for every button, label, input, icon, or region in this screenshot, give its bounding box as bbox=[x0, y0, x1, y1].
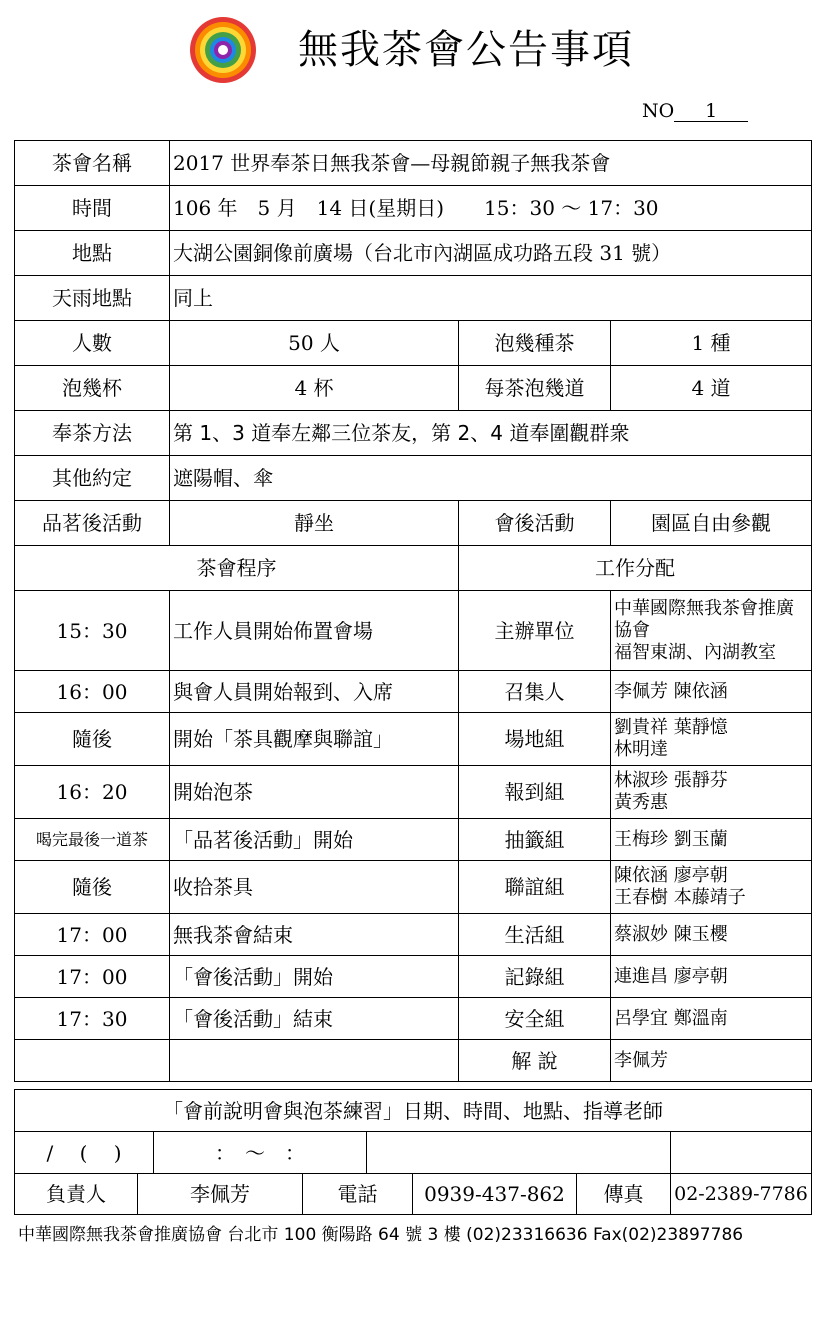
serve-value: 第 1、3 道奉左鄰三位茶友，第 2、4 道奉圍觀群衆 bbox=[170, 411, 812, 456]
pre-meeting-teacher[interactable] bbox=[671, 1132, 812, 1174]
pre-meeting-place[interactable] bbox=[367, 1132, 671, 1174]
row-cups bbox=[15, 366, 812, 411]
assignment-people bbox=[611, 1040, 812, 1082]
assignment-header: 工作分配 bbox=[459, 546, 812, 591]
program-activity: 收拾茶具 bbox=[170, 861, 459, 914]
assignment-role: 報到組 bbox=[459, 766, 611, 819]
assignment-person-line: 王春樹 本藤靖子 bbox=[614, 887, 746, 908]
cups-label: 泡幾杯 bbox=[15, 366, 170, 411]
program-time: 隨後 bbox=[15, 713, 170, 766]
assignment-people bbox=[611, 766, 812, 819]
assignment-people bbox=[611, 956, 812, 998]
program-row bbox=[15, 914, 812, 956]
rain-value: 同上 bbox=[170, 276, 812, 321]
row-people bbox=[15, 321, 812, 366]
place-label: 地點 bbox=[15, 231, 170, 276]
document-number bbox=[642, 100, 748, 122]
row-meeting-name bbox=[15, 141, 812, 186]
row-activities bbox=[15, 501, 812, 546]
program-time: 16：00 bbox=[15, 671, 170, 713]
assignment-person-line: 呂學宜 鄭溫南 bbox=[614, 1007, 728, 1029]
assignment-role: 場地組 bbox=[459, 713, 611, 766]
name-value: 2017 世界奉茶日無我茶會—母親節親子無我茶會 bbox=[170, 141, 812, 186]
row-pre-meeting-heading bbox=[15, 1090, 812, 1132]
program-activity: 「會後活動」結束 bbox=[170, 998, 459, 1040]
assignment-person-line: 連進昌 廖亭朝 bbox=[614, 965, 728, 987]
program-time: 17：00 bbox=[15, 914, 170, 956]
tea-kinds-label: 泡幾種茶 bbox=[459, 321, 611, 366]
program-time: 隨後 bbox=[15, 861, 170, 914]
program-activity bbox=[170, 1040, 459, 1082]
page-title: 無我茶會公告事項 bbox=[298, 27, 634, 73]
assignment-person-line: 林明達 bbox=[614, 739, 668, 760]
row-rain-place bbox=[15, 276, 812, 321]
row-pre-meeting-fields bbox=[15, 1132, 812, 1174]
assignment-role: 聯誼組 bbox=[459, 861, 611, 914]
tea-meeting-table bbox=[14, 140, 812, 1082]
program-row bbox=[15, 591, 812, 671]
footer-address: 中華國際無我茶會推廣協會 台北市 100 衡陽路 64 號 3 樓 (02)23316636 Fax(02)23897786 bbox=[18, 1225, 744, 1245]
person-value: 李佩芳 bbox=[138, 1174, 303, 1215]
assignment-role: 抽籤組 bbox=[459, 819, 611, 861]
phone-label: 電話 bbox=[303, 1174, 413, 1215]
time-value: 106 年 5 月 14 日(星期日) 15：30 ～ 17：30 bbox=[170, 186, 812, 231]
program-activity: 與會人員開始報到、入席 bbox=[170, 671, 459, 713]
name-label: 茶會名稱 bbox=[15, 141, 170, 186]
assignment-role: 生活組 bbox=[459, 914, 611, 956]
rainbow-ring-logo bbox=[187, 14, 259, 86]
fax-label: 傳真 bbox=[577, 1174, 671, 1215]
assignment-people bbox=[611, 671, 812, 713]
document-header bbox=[0, 0, 828, 95]
document-number-value: 1 bbox=[674, 101, 748, 122]
assignment-person-line: 林淑珍 張靜芬 bbox=[614, 770, 728, 791]
after-meeting-value: 園區自由參觀 bbox=[611, 501, 812, 546]
assignment-role: 主辦單位 bbox=[459, 591, 611, 671]
person-label: 負責人 bbox=[15, 1174, 138, 1215]
row-place bbox=[15, 231, 812, 276]
assignment-person-line: 李佩芳 bbox=[614, 1049, 668, 1071]
program-time: 16：20 bbox=[15, 766, 170, 819]
assignment-person-line: 陳依涵 廖亭朝 bbox=[614, 865, 728, 886]
program-row bbox=[15, 1040, 812, 1082]
brews-label: 每茶泡幾道 bbox=[459, 366, 611, 411]
assignment-people bbox=[611, 861, 812, 914]
cups-value: 4 杯 bbox=[170, 366, 459, 411]
other-label: 其他約定 bbox=[15, 456, 170, 501]
program-row bbox=[15, 766, 812, 819]
assignment-person-line: 中華國際無我茶會推廣協會 bbox=[614, 597, 794, 641]
assignment-role: 召集人 bbox=[459, 671, 611, 713]
assignment-person-line: 黃秀惠 bbox=[614, 792, 668, 813]
people-value: 50 人 bbox=[170, 321, 459, 366]
assignment-people bbox=[611, 713, 812, 766]
row-time bbox=[15, 186, 812, 231]
assignment-role: 安全組 bbox=[459, 998, 611, 1040]
assignment-person-line: 蔡淑妙 陳玉櫻 bbox=[614, 923, 728, 945]
row-other bbox=[15, 456, 812, 501]
program-activity: 「會後活動」開始 bbox=[170, 956, 459, 998]
assignment-people bbox=[611, 591, 812, 671]
program-time: 15：30 bbox=[15, 591, 170, 671]
assignment-people bbox=[611, 819, 812, 861]
program-activity: 開始泡茶 bbox=[170, 766, 459, 819]
program-row bbox=[15, 861, 812, 914]
assignment-person-line: 劉貴祥 葉靜憶 bbox=[614, 717, 728, 738]
program-row bbox=[15, 998, 812, 1040]
program-time: 喝完最後一道茶 bbox=[15, 819, 170, 861]
pre-meeting-time[interactable]: ： ～ ： bbox=[154, 1132, 367, 1174]
program-row bbox=[15, 819, 812, 861]
document-number-label: NO bbox=[642, 100, 675, 122]
assignment-person-line: 王梅珍 劉玉蘭 bbox=[614, 828, 728, 850]
program-activity: 開始「茶具觀摩與聯誼」 bbox=[170, 713, 459, 766]
serve-label: 奉茶方法 bbox=[15, 411, 170, 456]
assignment-role: 解 說 bbox=[459, 1040, 611, 1082]
pre-meeting-heading: 「會前說明會與泡茶練習」日期、時間、地點、指導老師 bbox=[15, 1090, 812, 1132]
assignment-people bbox=[611, 914, 812, 956]
assignment-person-line: 福智東湖、內湖教室 bbox=[614, 641, 776, 663]
pre-meeting-contact-table bbox=[14, 1089, 812, 1215]
time-label: 時間 bbox=[15, 186, 170, 231]
after-meeting-label: 會後活動 bbox=[459, 501, 611, 546]
row-section-headers bbox=[15, 546, 812, 591]
place-value: 大湖公園銅像前廣場（台北市內湖區成功路五段 31 號） bbox=[170, 231, 812, 276]
program-header: 茶會程序 bbox=[15, 546, 459, 591]
program-time: 17：00 bbox=[15, 956, 170, 998]
other-value: 遮陽帽、傘 bbox=[170, 456, 812, 501]
rain-label: 天雨地點 bbox=[15, 276, 170, 321]
after-tasting-value: 靜坐 bbox=[170, 501, 459, 546]
phone-value: 0939-437-862 bbox=[413, 1174, 577, 1215]
row-contact bbox=[15, 1174, 812, 1215]
tea-kinds-value: 1 種 bbox=[611, 321, 812, 366]
program-activity: 「品茗後活動」開始 bbox=[170, 819, 459, 861]
program-time: 17：30 bbox=[15, 998, 170, 1040]
row-serve-method bbox=[15, 411, 812, 456]
assignment-person-line: 李佩芳 陳依涵 bbox=[614, 680, 728, 702]
program-activity: 工作人員開始佈置會場 bbox=[170, 591, 459, 671]
assignment-people bbox=[611, 998, 812, 1040]
program-row bbox=[15, 671, 812, 713]
program-time bbox=[15, 1040, 170, 1082]
after-tasting-label: 品茗後活動 bbox=[15, 501, 170, 546]
fax-value: 02-2389-7786 bbox=[671, 1174, 812, 1215]
program-row bbox=[15, 713, 812, 766]
people-label: 人數 bbox=[15, 321, 170, 366]
assignment-role: 記錄組 bbox=[459, 956, 611, 998]
pre-meeting-date[interactable]: / ( ) bbox=[15, 1132, 154, 1174]
brews-value: 4 道 bbox=[611, 366, 812, 411]
program-activity: 無我茶會結束 bbox=[170, 914, 459, 956]
program-row bbox=[15, 956, 812, 998]
